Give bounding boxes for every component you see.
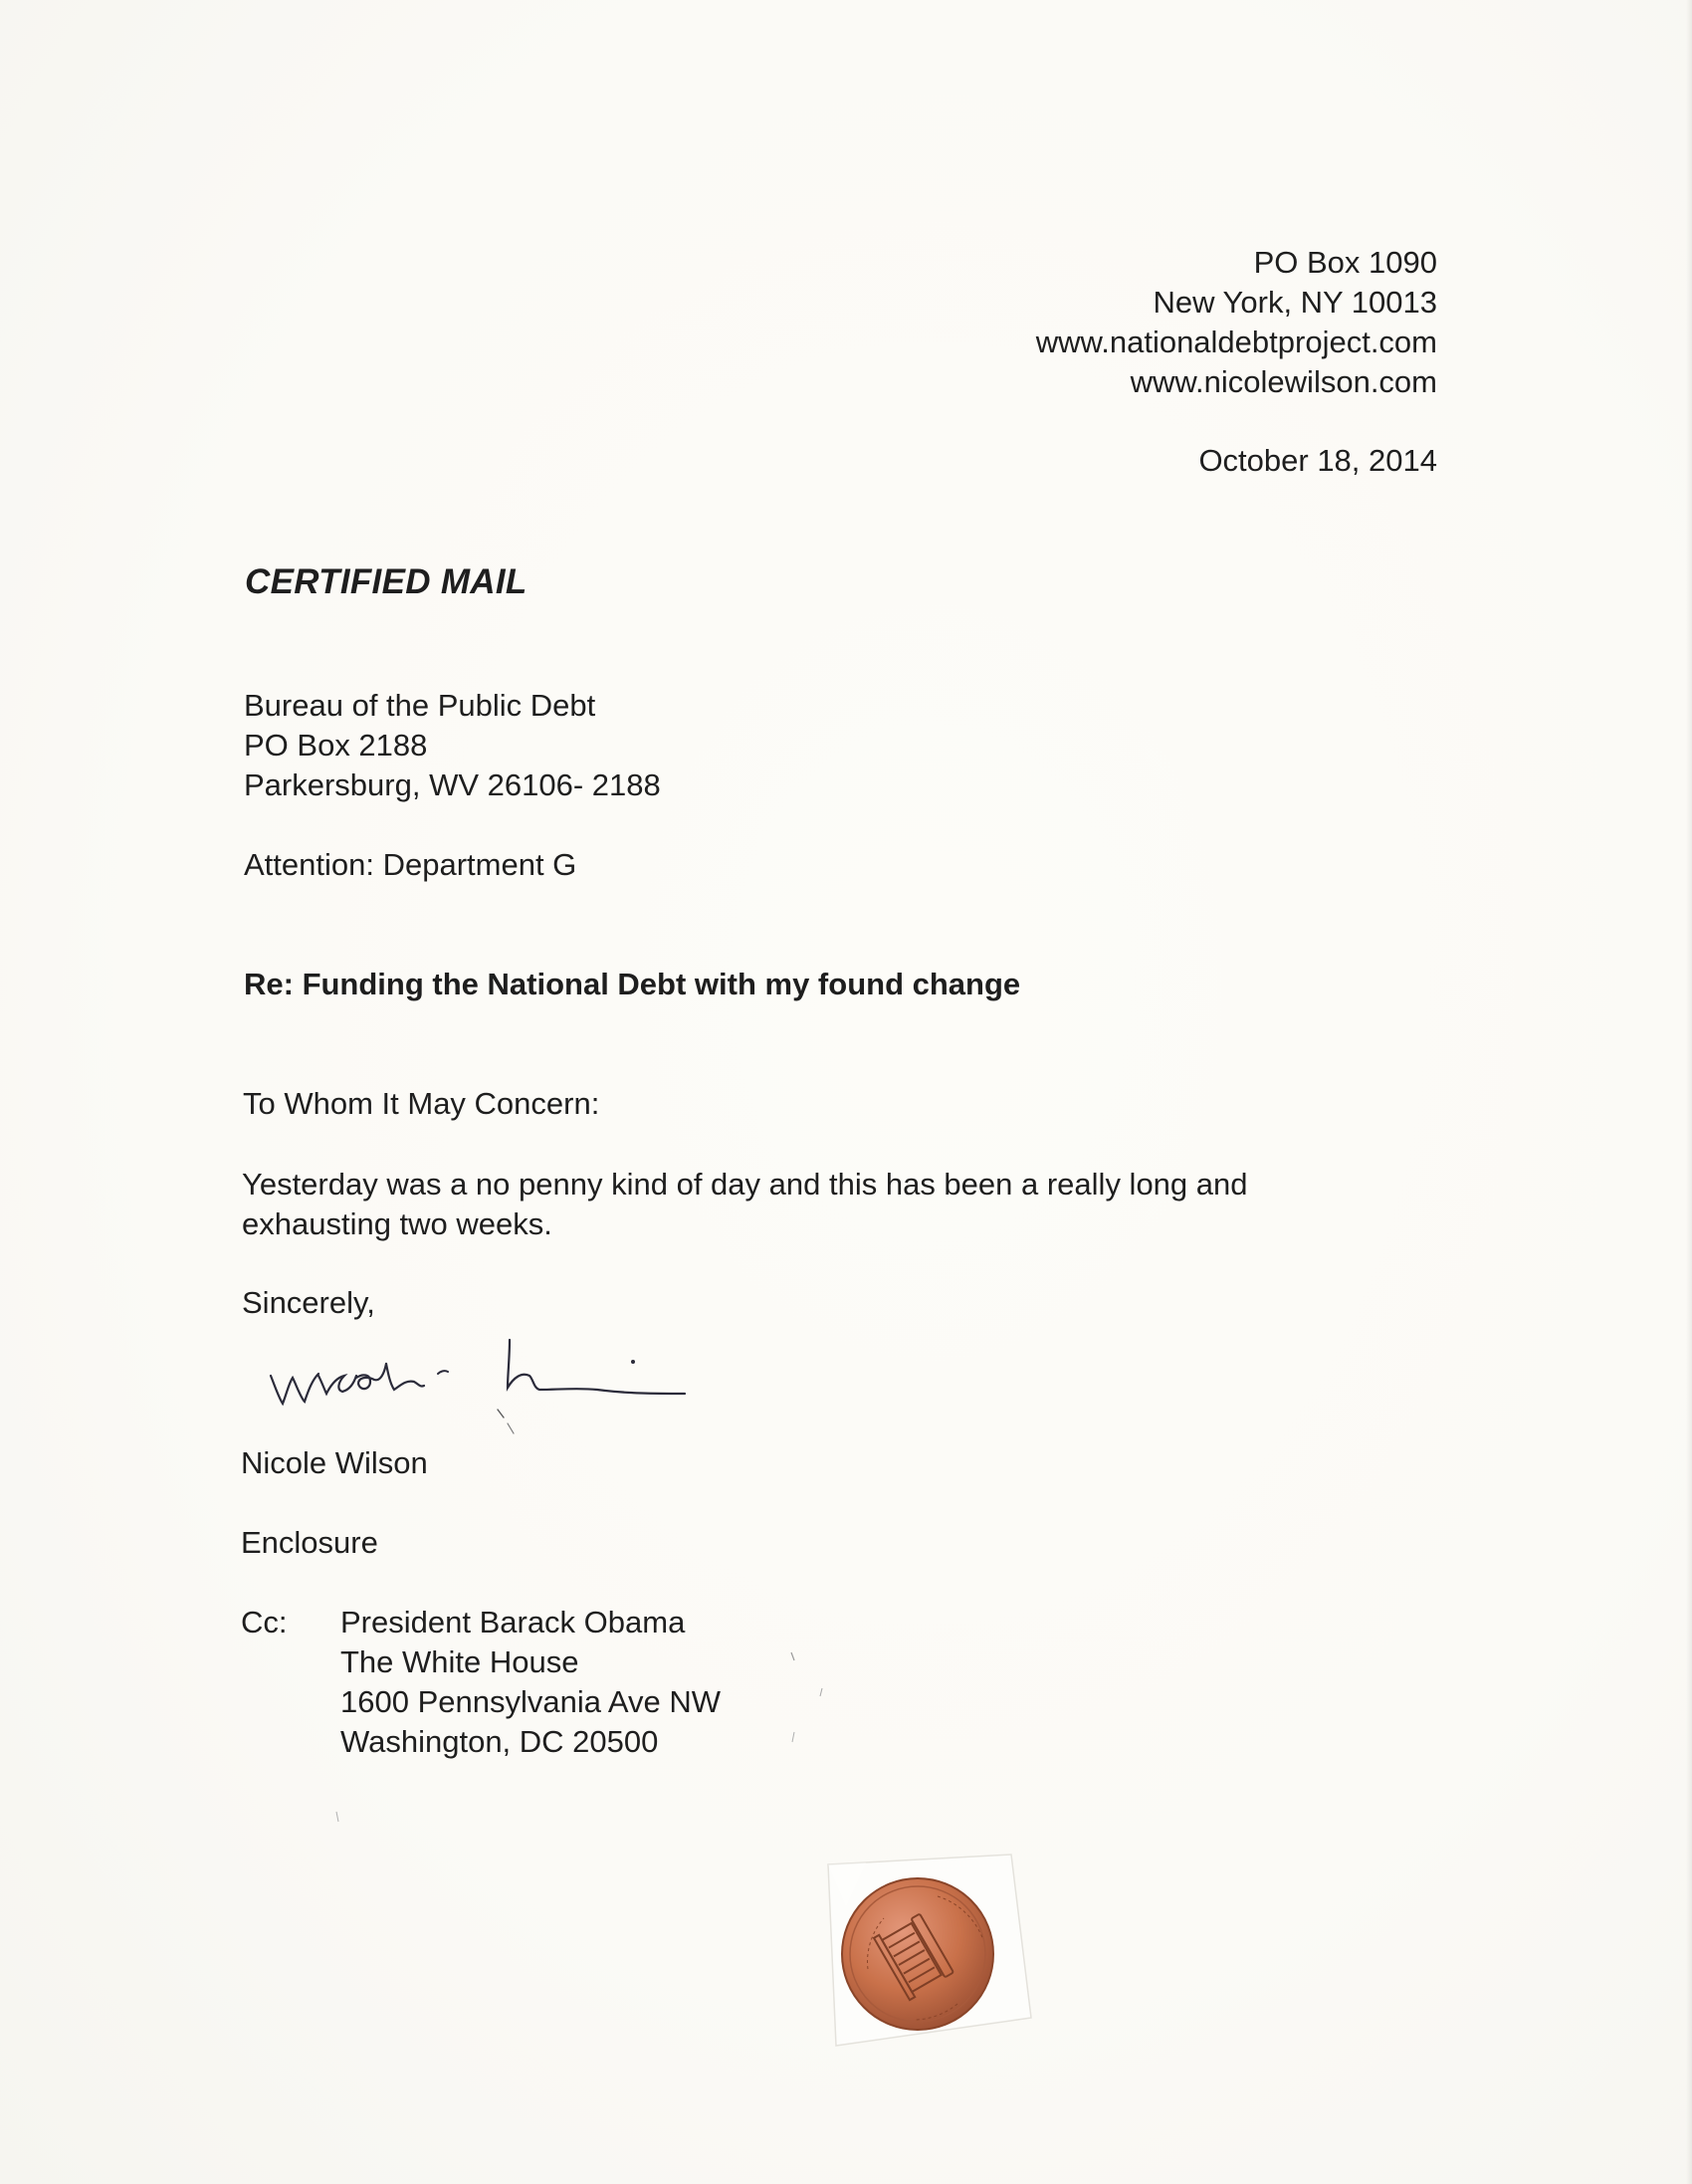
recipient-city-state-zip: Parkersburg, WV 26106- 2188 <box>244 767 661 802</box>
recipient-po-box: PO Box 2188 <box>244 728 428 763</box>
penny-coin-icon <box>838 1874 997 2034</box>
salutation: To Whom It May Concern: <box>243 1086 600 1121</box>
recipient-name: Bureau of the Public Debt <box>244 688 596 723</box>
cc-city-state-zip: Washington, DC 20500 <box>340 1724 659 1759</box>
subject-line: Re: Funding the National Debt with my found change <box>244 967 1021 1001</box>
handwritten-signature <box>259 1324 697 1443</box>
closing: Sincerely, <box>242 1285 375 1320</box>
sender-website-personal: www.nicolewilson.com <box>1130 364 1437 399</box>
certified-mail-heading: CERTIFIED MAIL <box>245 562 528 601</box>
sender-website-project: www.nationaldebtproject.com <box>1035 325 1437 359</box>
sender-city-state-zip: New York, NY 10013 <box>1153 285 1437 320</box>
taped-penny <box>806 1847 1045 2056</box>
attention-line: Attention: Department G <box>244 847 577 882</box>
sender-address-block <box>1036 243 1437 402</box>
scan-edge-shadow <box>1686 0 1692 2184</box>
enclosure-note: Enclosure <box>241 1525 378 1560</box>
recipient-address-block <box>244 686 661 805</box>
letter-body <box>242 1165 1248 1244</box>
cc-name: President Barack Obama <box>340 1605 686 1639</box>
cc-label: Cc: <box>241 1605 288 1639</box>
cc-street: 1600 Pennsylvania Ave NW <box>340 1684 721 1719</box>
signer-name: Nicole Wilson <box>241 1445 428 1480</box>
cc-organization: The White House <box>340 1644 579 1679</box>
body-line-2: exhausting two weeks. <box>242 1206 552 1241</box>
cc-address-block <box>340 1603 721 1762</box>
sender-po-box: PO Box 1090 <box>1253 245 1437 280</box>
letter-date: October 18, 2014 <box>1198 443 1437 478</box>
body-line-1: Yesterday was a no penny kind of day and this has been a really long and <box>242 1167 1248 1201</box>
